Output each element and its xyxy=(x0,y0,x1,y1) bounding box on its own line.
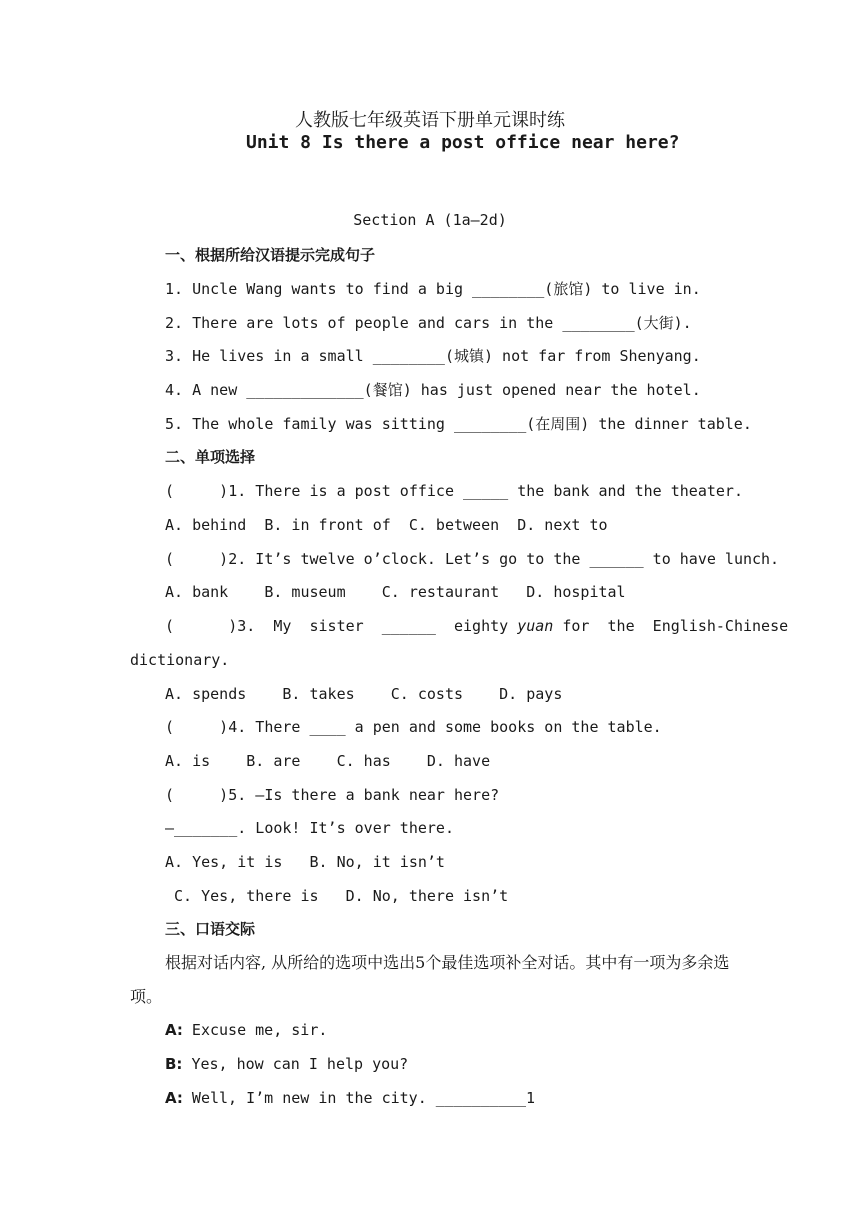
part3-instruction: 根据对话内容, 从所给的选项中选出5个最佳选项补全对话。其中有一项为多余选项。 xyxy=(130,953,730,1006)
part1-heading: 一、根据所给汉语提示完成句子 xyxy=(165,246,376,264)
part2-heading: 二、单项选择 xyxy=(165,448,256,466)
dialogue-line-1 xyxy=(165,1020,327,1040)
question-5-options-line-1: A. Yes, it is B. No, it isn’t xyxy=(165,853,445,871)
question-5-reply: —_______. Look! It’s over there. xyxy=(165,819,454,837)
part1-item-4: 4. A new _____________(餐馆) has just opened near the hotel. xyxy=(165,381,701,399)
question-3-italic-word: yuan xyxy=(517,617,554,635)
question-4-options: A. is B. are C. has D. have xyxy=(165,752,491,770)
dialogue-text: Well, I’m new in the city. __________1 xyxy=(182,1089,536,1107)
part1-item-3: 3. He lives in a small ________(城镇) not far from Shenyang. xyxy=(165,347,701,365)
question-3 xyxy=(165,616,788,636)
speaker-a: A: xyxy=(165,1021,183,1039)
part1-item-2: 2. There are lots of people and cars in the ________(大街). xyxy=(165,314,692,332)
part1-item-5: 5. The whole family was sitting ________(在周围) the dinner table. xyxy=(165,415,752,433)
section-label: Section A (1a—2d) xyxy=(353,211,507,229)
question-2: ( )2. It’s twelve o’clock. Let’s go to the ______ to have lunch. xyxy=(165,550,780,568)
part1-item-1: 1. Uncle Wang wants to find a big ________(旅馆) to live in. xyxy=(165,280,701,298)
question-3-text-b: for the English-Chinese xyxy=(553,617,789,635)
dialogue-line-2 xyxy=(165,1054,408,1074)
question-2-options: A. bank B. museum C. restaurant D. hospital xyxy=(165,583,626,601)
question-1-options: A. behind B. in front of C. between D. next to xyxy=(165,516,608,534)
worksheet-title-chinese: 人教版七年级英语下册单元课时练 xyxy=(295,110,565,131)
dialogue-text: Yes, how can I help you? xyxy=(182,1055,409,1073)
question-3-options: A. spends B. takes C. costs D. pays xyxy=(165,685,563,703)
question-5-options-line-2: C. Yes, there is D. No, there isn’t xyxy=(165,887,509,905)
unit-title: Unit 8 Is there a post office near here? xyxy=(246,132,680,153)
question-4: ( )4. There ____ a pen and some books on the table. xyxy=(165,718,662,736)
question-5: ( )5. —Is there a bank near here? xyxy=(165,786,500,804)
dialogue-line-3 xyxy=(165,1088,535,1108)
dialogue-text: Excuse me, sir. xyxy=(182,1021,328,1039)
question-3-text-a: ( )3. My sister ______ eighty xyxy=(165,617,518,635)
question-3-continuation: dictionary. xyxy=(130,651,230,669)
speaker-a: A: xyxy=(165,1089,183,1107)
part3-heading: 三、口语交际 xyxy=(165,920,256,938)
question-1: ( )1. There is a post office _____ the bank and the theater. xyxy=(165,482,743,500)
speaker-b: B: xyxy=(165,1055,183,1073)
